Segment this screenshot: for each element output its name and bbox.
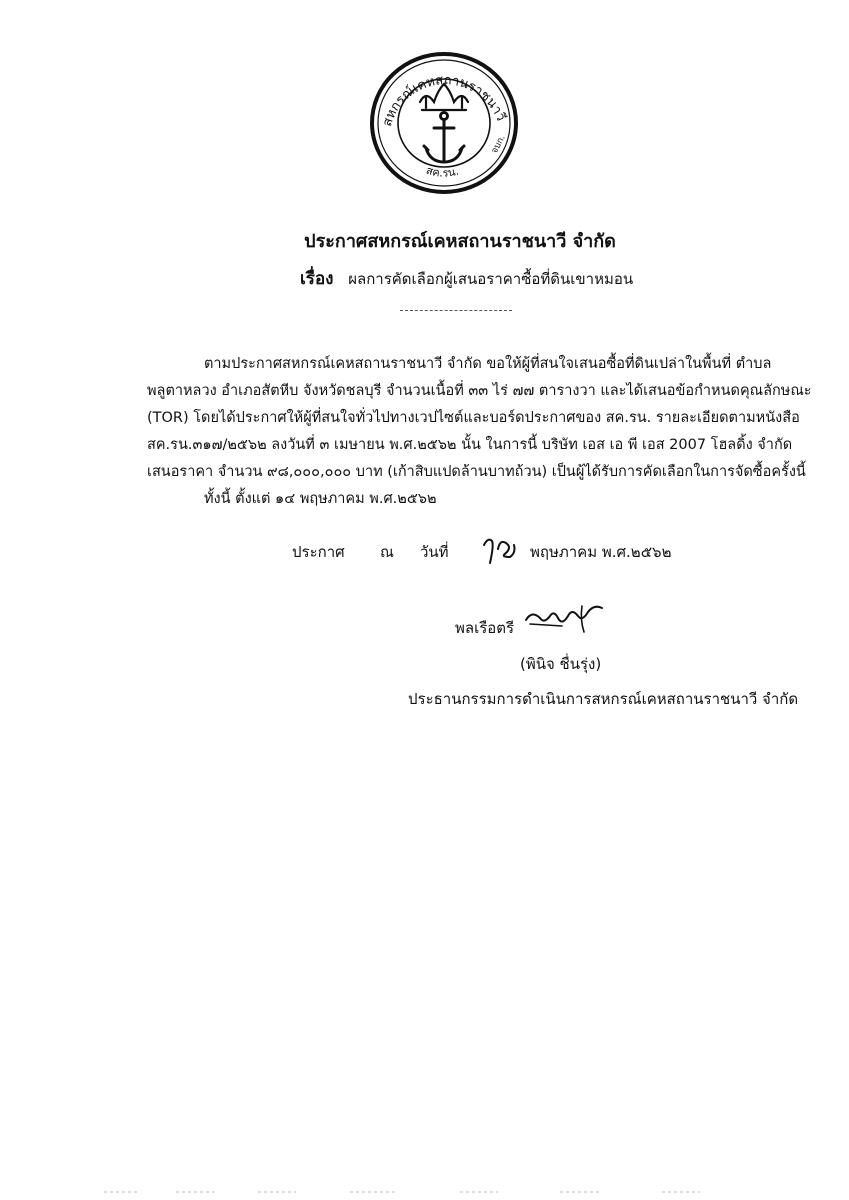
- body-line: ตามประกาศสหกรณ์เคหสถานราชนาวี จำกัด ขอให้ผู้ที่สนใจเสนอซื้อที่ดินเปล่าในพื้นที่ ตำบล: [204, 356, 772, 372]
- announce-month-year: พฤษภาคม พ.ศ.๒๕๖๒: [530, 543, 672, 561]
- subject-line: [300, 265, 633, 292]
- body-line: ทั้งนี้ ตั้งแต่ ๑๔ พฤษภาคม พ.ศ.๒๕๖๒: [204, 491, 437, 507]
- body-line: สค.รน.๓๑๗/๒๕๖๒ ลงวันที่ ๓ เมษายน พ.ศ.๒๕๖๒ นั้น ในการนี้ บริษัท เอส เอ พี เอส 2007 โฮลดิ้ง จำกัด: [147, 437, 793, 453]
- signer-rank: พลเรือตรี: [455, 619, 515, 637]
- subject-text: ผลการคัดเลือกผู้เสนอราคาซื้อที่ดินเขาหมอน: [348, 270, 634, 288]
- signer-position: ประธานกรรมการดำเนินการสหกรณ์เคหสถานราชนาวี จำกัด: [408, 690, 799, 708]
- scan-artifacts: [0, 1188, 849, 1196]
- page-title: ประกาศสหกรณ์เคหสถานราชนาวี จำกัด: [304, 231, 616, 252]
- signer-name: (พินิจ ชื่นรุ่ง): [520, 655, 602, 673]
- cooperative-seal: [368, 50, 520, 196]
- body-line: พลูตาหลวง อำเภอสัตหีบ จังหวัดชลบุรี จำนวนเนื้อที่ ๓๓ ไร่ ๗๗ ตารางวา และได้เสนอข้อกำหนดคุณลักษณะ: [147, 383, 812, 399]
- anchor-icon: [424, 113, 464, 163]
- seal-top-text: สหกรณ์เคหสถานราชนาวี: [379, 73, 509, 129]
- subject-label: เรื่อง: [300, 269, 334, 289]
- divider-line: [400, 310, 512, 311]
- seal-side-text: จบก.: [489, 133, 508, 156]
- seal-bottom-text: สค.รน.: [424, 163, 461, 180]
- handwritten-day: [480, 527, 520, 567]
- signature-mark: [522, 600, 608, 636]
- announce-label: ประกาศ: [292, 543, 345, 561]
- body-line: เสนอราคา จำนวน ๙๘,๐๐๐,๐๐๐ บาท (เก้าสิบแปดล้านบาทถ้วน) เป็นผู้ได้รับการคัดเลือกในการจัดซื้อครั้งนี้: [147, 464, 806, 480]
- announce-at: ณ: [380, 543, 394, 561]
- body-line: (TOR) โดยได้ประกาศให้ผู้ที่สนใจทั่วไปทางเวปไซต์และบอร์ดประกาศของ สค.รน. รายละเอียดตามหนังสือ: [147, 410, 800, 426]
- announce-day-label: วันที่: [420, 543, 449, 561]
